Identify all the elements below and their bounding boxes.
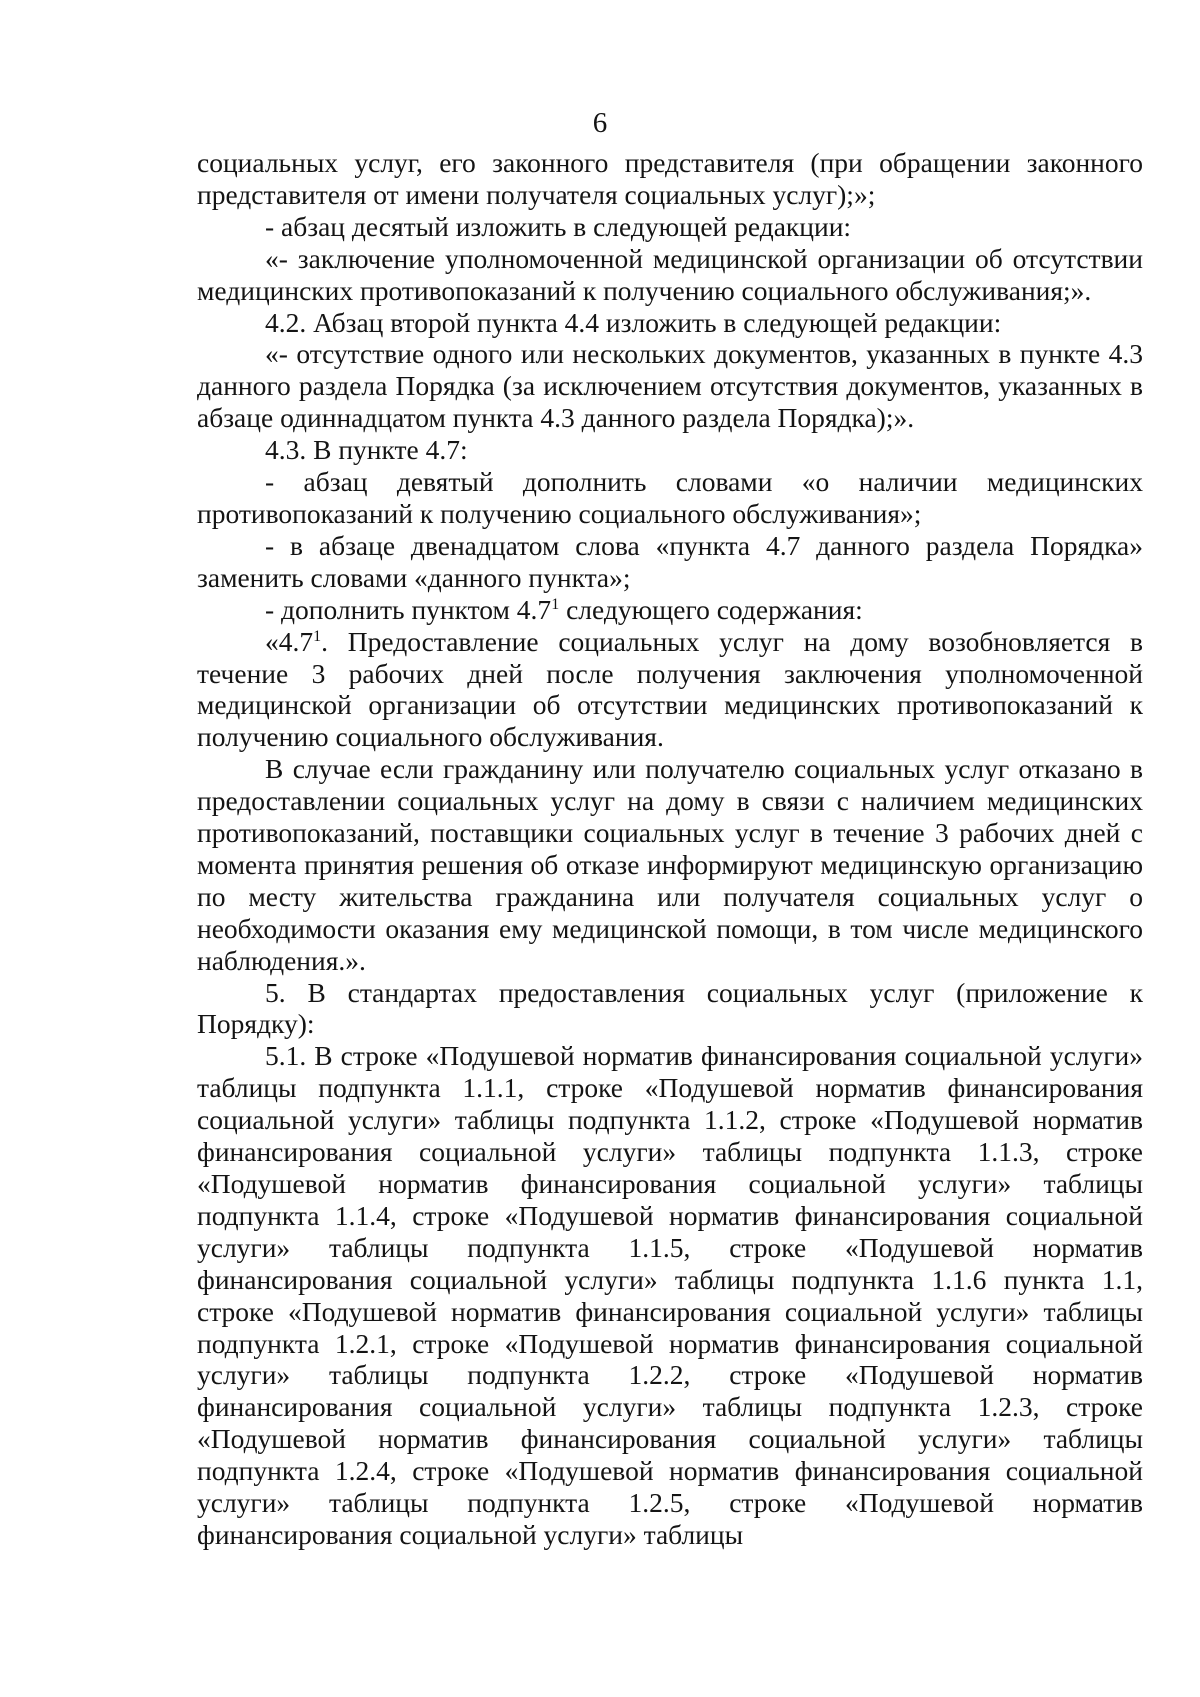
document-body	[197, 147, 1143, 1551]
paragraph-abzac-10: - абзац десятый изложить в следующей редакции:	[265, 210, 852, 242]
text-run: - дополнить пунктом 4.7	[265, 593, 552, 625]
paragraph-abzac-12: - в абзаце двенадцатом слова «пункта 4.7 данного раздела Порядка» заменить словами «данного пункта»;	[197, 529, 1143, 593]
paragraph-abzac-9: - абзац девятый дополнить словами «о наличии медицинских противопоказаний к получению социального обслуживания»;	[197, 466, 1143, 529]
paragraph-4-2: 4.2. Абзац второй пункта 4.4 изложить в следующей редакции:	[265, 306, 1002, 338]
paragraph-conclusion-quote: «- заключение уполномоченной медицинской организации об отсутствии медицинских противопоказаний к получению социального обслуживания;».	[197, 242, 1143, 306]
paragraph-add-4-7-1	[197, 594, 1143, 626]
superscript: 1	[551, 595, 560, 613]
paragraph-refusal-case: В случае если гражданину или получателю социальных услуг отказано в предоставлении социальных услуг на дому в связи с наличием медицинских противопоказаний, поставщики социальных услуг в течение 3 рабочих дней с момента принятия решения об отказе информируют медицинскую организацию по месту жительства гражданина или получателя социальных услуг о необходимости оказания ему медицинской помощи, в том числе медицинского наблюдения.».	[197, 753, 1143, 976]
page-number: 6	[592, 107, 608, 139]
paragraph-4-3: 4.3. В пункте 4.7:	[265, 434, 468, 466]
text-run: . Предоставление социальных услуг на дому возобновляется в течение 3 рабочих дней после получения заключения уполномоченной медицинской организации об отсутствии медицинских противопоказаний к получению социального обслуживания.	[197, 625, 1143, 753]
paragraph-5-1: 5.1. В строке «Подушевой норматив финансирования социальной услуги» таблицы подпункта 1.1.1, строке «Подушевой норматив финансирования социальной услуги» таблицы подпункта 1.1.2, строке «Подушевой норматив финансирования социальной услуги» таблицы подпункта 1.1.3, строке «Подушевой норматив финансирования социальной услуги» таблицы подпункта 1.1.4, строке «Подушевой норматив финансирования социальной услуги» таблицы подпункта 1.1.5, строке «Подушевой норматив финансирования социальной услуги» таблицы подпункта 1.1.6 пункта 1.1, строке «Подушевой норматив финансирования социальной услуги» таблицы подпункта 1.2.1, строке «Подушевой норматив финансирования социальной услуги» таблицы подпункта 1.2.2, строке «Подушевой норматив финансирования социальной услуги» таблицы подпункта 1.2.3, строке «Подушевой норматив финансирования социальной услуги» таблицы подпункта 1.2.4, строке «Подушевой норматив финансирования социальной услуги» таблицы подпункта 1.2.5, строке «Подушевой норматив финансирования социальной услуги» таблицы	[197, 1040, 1143, 1550]
superscript: 1	[313, 627, 322, 645]
paragraph-5: 5. В стандартах предоставления социальных услуг (приложение к Порядку):	[197, 976, 1143, 1040]
text-run: «4.7	[265, 625, 314, 657]
text-run: следующего содержания:	[559, 593, 863, 625]
paragraph-4-2-quote: «- отсутствие одного или нескольких документов, указанных в пункте 4.3 данного раздела Порядка (за исключением отсутствия документов, указанных в абзаце одиннадцатом пункта 4.3 данного раздела Порядка);».	[197, 338, 1143, 434]
paragraph-continuation: социальных услуг, его законного представителя (при обращении законного представителя от имени получателя социальных услуг);»;	[197, 147, 1143, 210]
paragraph-4-7-1-text	[197, 626, 1143, 754]
